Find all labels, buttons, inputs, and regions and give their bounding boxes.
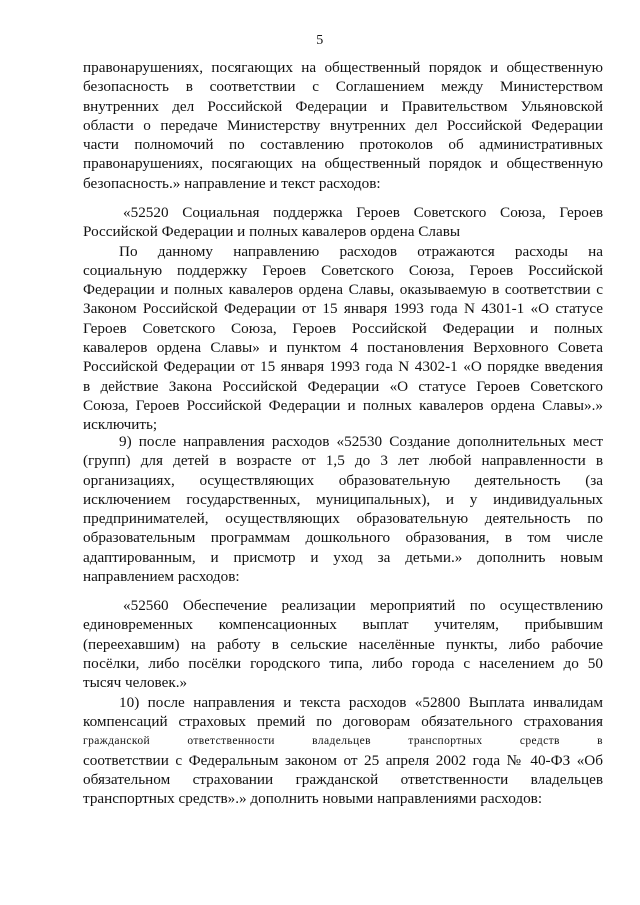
text-line: исключением государственных, муниципальных), и у индивидуальных [83,490,603,508]
text-line: безопасность в соответствии с Соглашением между Министерством [83,78,603,96]
text-line: Законом Российской Федерации от 15 января 1993 года N 4301-1 «О статусе [83,300,603,318]
text-line: Российской Федерации и полных кавалеров ордена Славы [83,223,461,241]
item-9-paragraph [83,432,603,586]
text-line: транспортных средств».» дополнить новыми направлениями расходов: [83,790,543,808]
item-10-paragraph [83,693,603,809]
text-line: правонарушениях, посягающих на общественный порядок и общественную [83,155,603,173]
text-line: обязательном страховании гражданской ответственности владельцев [83,771,603,789]
text-line: безопасность.» направление и текст расходов: [83,174,381,192]
text-line: тысяч человек.» [83,674,188,692]
text-line: посёлки, либо посёлки городского типа, либо города с населением до 50 [83,654,603,672]
text-line: образовательным программам дошкольного образования, в том числе [83,529,603,547]
text-line: предпринимателей, осуществляющих образовательную деятельность по [83,510,603,528]
quote-52560 [83,596,603,692]
text-line: кавалеров ордена Славы» и пунктом 4 постановления Верховного Совета [83,339,603,357]
page-number: 5 [316,33,324,48]
text-line: в действие Закона Российской Федерации «О статусе Героев Советского [83,377,603,395]
text-line: области о передаче Министерству внутренних дел Российской Федерации [83,116,603,134]
text-line: направлением расходов: [83,568,240,586]
text-line: социальную поддержку Героев Советского Союза, Героев Российской [83,261,603,279]
text-line: «52560 Обеспечение реализации мероприятий по осуществлению [123,597,603,614]
text-line: гражданской ответственности владельцев транспортных средств в [83,734,603,747]
text-line: исключить; [83,416,158,434]
text-line: Союза, Героев Российской Федерации и полных кавалеров ордена Славы».» [83,396,603,414]
text-line: организациях, осуществляющих образовательную деятельность (за [83,471,603,489]
text-line: По данному направлению расходов отражаются расходы на [119,242,603,260]
intro-paragraph [83,58,603,193]
text-line: внутренних дел Российской Федерации и Правительством Ульяновской [83,97,603,115]
text-line: Федерации и полных кавалеров ордена Славы, оказываемую в соответствии с [83,281,603,299]
text-line: (групп) для детей в возрасте от 1,5 до 3 лет любой направленности в [83,452,603,470]
text-line: правонарушениях, посягающих на общественный порядок и общественную [83,59,603,76]
text-line: единовременных компенсационных выплат учителям, прибывшим [83,616,603,634]
text-line: 9) после направления расходов «52530 Создание дополнительных мест [119,433,603,450]
text-line: компенсаций страховых премий по договорам обязательного страхования [83,713,603,731]
quote-52520 [83,203,603,435]
text-line: части полномочий по составлению протоколов об административных [83,136,603,154]
text-line: адаптированным, и присмотр и уход за детьми.» дополнить новым [83,548,603,566]
text-line: соответствии с Федеральным законом от 25 апреля 2002 года № 40-ФЗ «Об [83,751,603,769]
text-line: 10) после направления и текста расходов «52800 Выплата инвалидам [119,694,603,711]
text-line: (переехавшим) на работу в сельские населённые пункты, либо рабочие [83,635,603,653]
text-line: Российской Федерации от 15 января 1993 года N 4302-1 «О порядке введения [83,358,603,376]
text-line: Героев Советского Союза, Героев Российской Федерации и полных [83,319,603,337]
text-line: «52520 Социальная поддержка Героев Советского Союза, Героев [123,204,603,221]
